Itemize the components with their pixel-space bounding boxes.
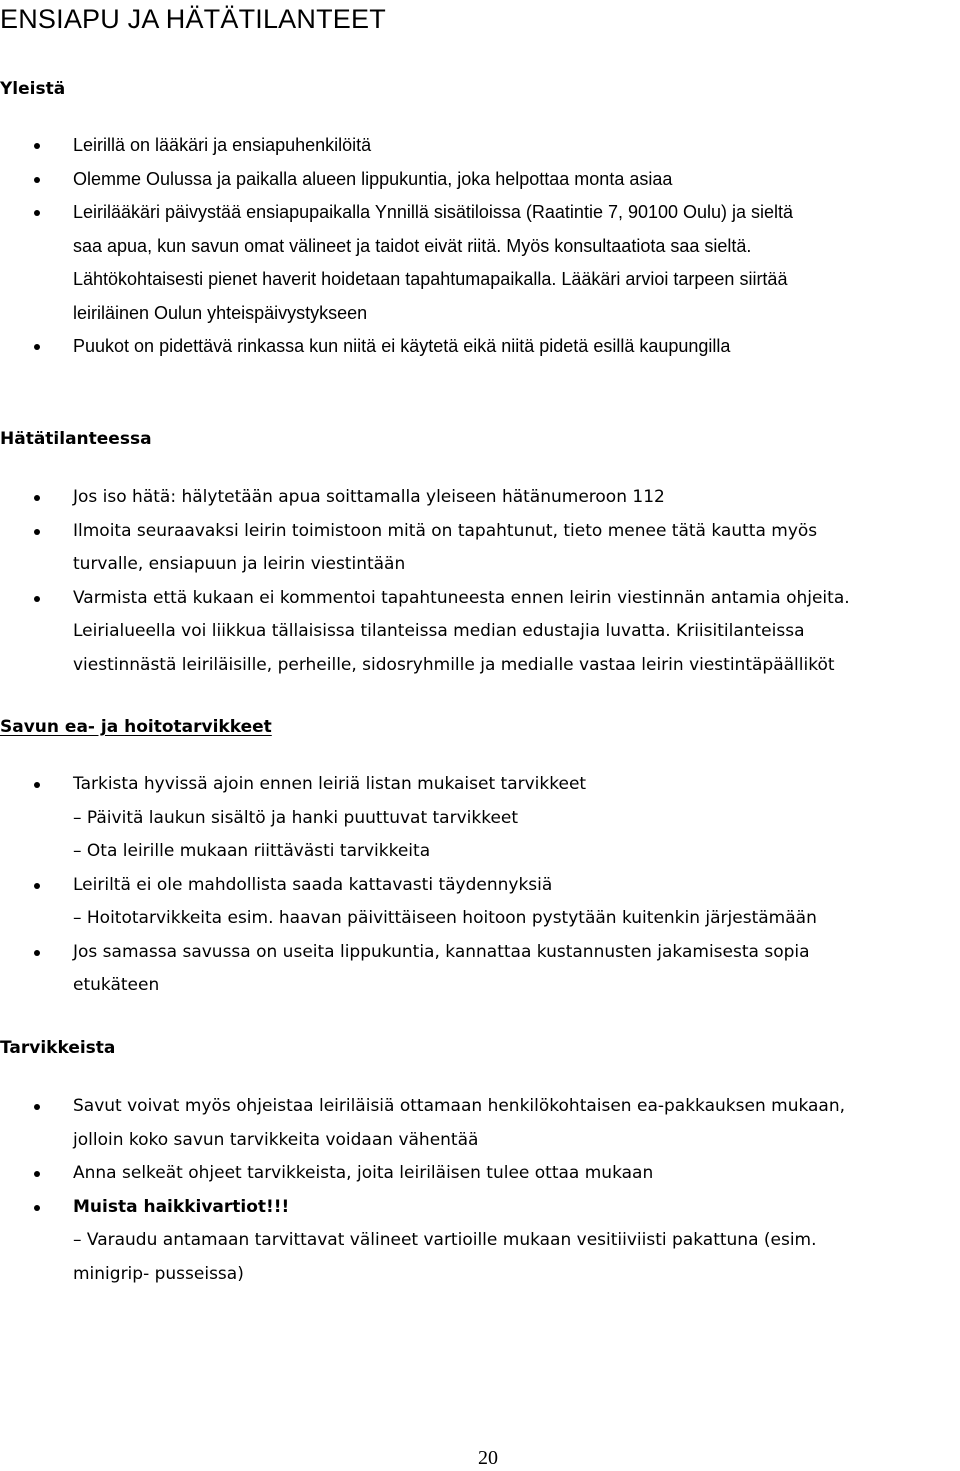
list-item-text: – Hoitotarvikkeita esim. haavan päivittäiseen hoitoon pystytään kuitenkin järjestämään: [73, 908, 817, 928]
list-item-text: Tarkista hyvissä ajoin ennen leiriä listan mukaiset tarvikkeet: [73, 774, 587, 794]
list-item: [0, 1157, 960, 1191]
list-tarvikkeista: [0, 1090, 960, 1291]
list-savun-tarvikkeet: [0, 768, 960, 1003]
list-item-text: Leirialueella voi liikkua tällaisissa tilanteissa median edustajia luvatta. Kriisitilanteissa: [73, 621, 805, 641]
list-item-text: etukäteen: [73, 975, 160, 995]
list-item-text: leiriläinen Oulun yhteispäivystykseen: [73, 302, 368, 323]
list-item-text-emphasis: Muista haikkivartiot!!!: [73, 1196, 290, 1217]
list-item: [0, 330, 960, 364]
list-item-text: Leirillä on lääkäri ja ensiapuhenkilöitä: [73, 135, 372, 155]
section-heading-tarvikkeista: Tarvikkeista: [0, 1038, 116, 1058]
list-item-text: Olemme Oulussa ja paikalla alueen lippukuntia, joka helpottaa monta asiaa: [73, 168, 673, 189]
list-item: [0, 869, 960, 936]
list-item-text: Jos iso hätä: hälytetään apua soittamalla yleiseen hätänumeroon 112: [73, 487, 665, 507]
bullet-icon: [34, 782, 40, 788]
list-item-text: Jos samassa savussa on useita lippukuntia, kannattaa kustannusten jakamisesta sopia: [73, 941, 810, 962]
list-item: [0, 196, 960, 330]
list-item-text: Ilmoita seuraavaksi leirin toimistoon mitä on tapahtunut, tieto menee tätä kautta myös: [73, 520, 818, 541]
bullet-icon: [34, 950, 40, 956]
list-hatatilanteessa: [0, 481, 960, 682]
list-item: [0, 1090, 960, 1157]
bullet-icon: [34, 177, 40, 183]
section-heading-hatatilanteessa: Hätätilanteessa: [0, 429, 152, 449]
document-title: ENSIAPU JA HÄTÄTILANTEET: [0, 4, 386, 34]
list-item-text: Savut voivat myös ohjeistaa leiriläisiä ottamaan henkilökohtaisen ea-pakkauksen mukaan,: [73, 1096, 846, 1116]
list-item-text: – Päivitä laukun sisältö ja hanki puuttuvat tarvikkeet: [73, 807, 519, 828]
bullet-icon: [34, 596, 40, 602]
list-item-text: – Ota leirille mukaan riittävästi tarvikkeita: [73, 841, 431, 861]
page-number: 20: [478, 1447, 498, 1469]
bullet-icon: [34, 883, 40, 889]
list-item: [0, 768, 960, 869]
list-item-text: minigrip- pusseissa): [73, 1263, 244, 1284]
list-item-text: Anna selkeät ohjeet tarvikkeista, joita leiriläisen tulee ottaa mukaan: [73, 1163, 654, 1183]
list-item: [0, 481, 960, 515]
bullet-icon: [34, 495, 40, 501]
list-item-text: Leiriltä ei ole mahdollista saada kattavasti täydennyksiä: [73, 874, 553, 895]
list-item-text: Leirilääkäri päivystää ensiapupaikalla Ynnillä sisätiloissa (Raatintie 7, 90100 Oulu) ja sieltä: [73, 202, 794, 222]
list-item-text: viestinnästä leiriläisille, perheille, sidosryhmille ja medialle vastaa leirin viestintäpäälliköt: [73, 654, 835, 675]
section-heading-yleista: Yleistä: [0, 79, 66, 99]
section-heading-savun-tarvikkeet: Savun ea- ja hoitotarvikkeet: [0, 717, 272, 737]
list-item-text: Puukot on pidettävä rinkassa kun niitä ei käytetä eikä niitä pidetä esillä kaupungilla: [73, 336, 731, 356]
bullet-icon: [34, 1171, 40, 1177]
list-item-text: Lähtökohtaisesti pienet haverit hoidetaan tapahtumapaikalla. Lääkäri arvioi tarpeen siirtää: [73, 269, 788, 289]
bullet-icon: [34, 529, 40, 535]
bullet-icon: [34, 344, 40, 350]
list-item: [0, 163, 960, 197]
list-item-text: – Varaudu antamaan tarvittavat välineet vartioille mukaan vesitiiviisti pakattuna (esim.: [73, 1230, 817, 1250]
bullet-icon: [34, 1205, 40, 1211]
list-item: [0, 1191, 960, 1292]
list-item-text: Varmista että kukaan ei kommentoi tapahtuneesta ennen leirin viestinnän antamia ohjeita.: [73, 587, 850, 608]
list-item: [0, 515, 960, 582]
list-item: [0, 129, 960, 163]
list-item-text: saa apua, kun savun omat välineet ja taidot eivät riitä. Myös konsultaatiota saa sieltä.: [73, 235, 752, 256]
bullet-icon: [34, 143, 40, 149]
list-item: [0, 582, 960, 683]
bullet-icon: [34, 1104, 40, 1110]
list-yleista: [0, 129, 960, 364]
bullet-icon: [34, 210, 40, 216]
list-item: [0, 936, 960, 1003]
list-item-text: turvalle, ensiapuun ja leirin viestintään: [73, 554, 406, 574]
list-item-text: jolloin koko savun tarvikkeita voidaan vähentää: [73, 1129, 479, 1150]
